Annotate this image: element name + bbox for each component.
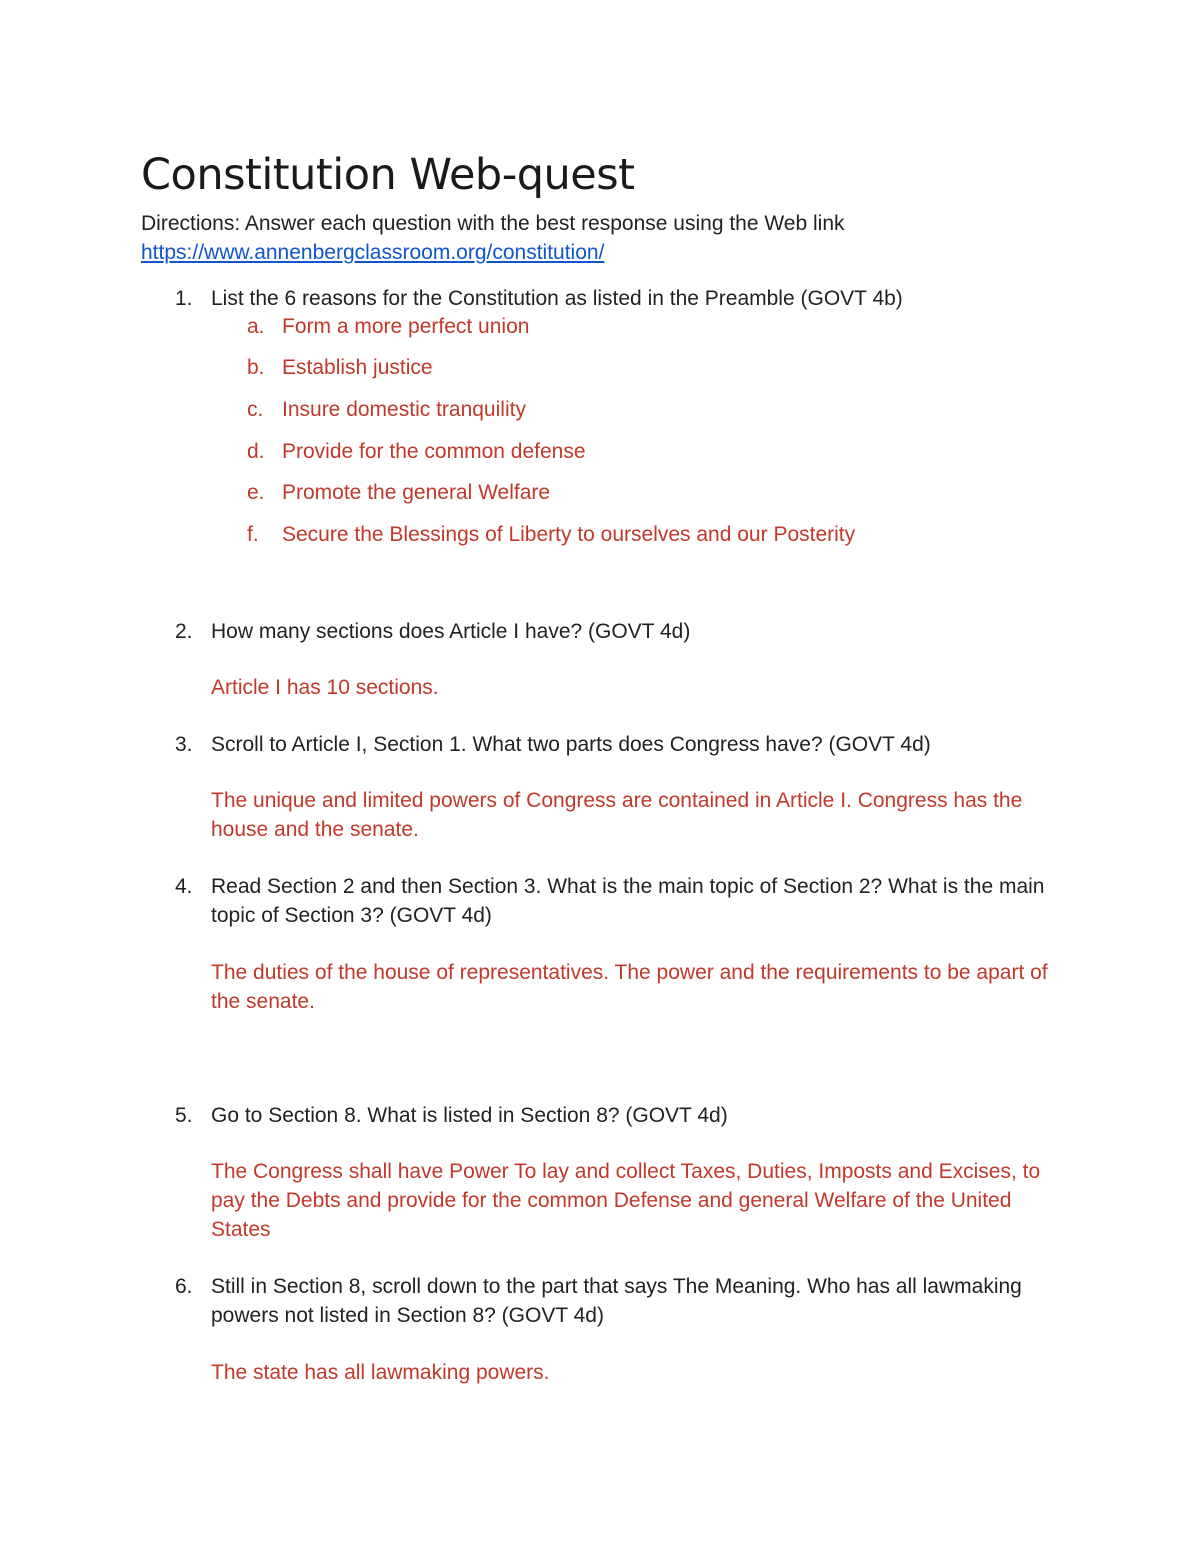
question-6-answer: The state has all lawmaking powers. <box>211 1361 550 1384</box>
directions-text: Directions: Answer each question with the best response using the Web link <box>141 212 845 235</box>
question-6-number: 6. <box>175 1275 193 1298</box>
question-6-text: Still in Section 8, scroll down to the part that says The Meaning. Who has all lawmaking powers not listed in Section 8? (GOVT 4d) <box>211 1275 1022 1327</box>
answer-1b-text: Establish justice <box>282 356 433 379</box>
question-5-answer: The Congress shall have Power To lay and collect Taxes, Duties, Imposts and Excises, to pay the Debts and provide for the common Defense and general Welfare of the United States <box>211 1160 1041 1241</box>
answer-1b-letter: b. <box>247 356 265 379</box>
question-3-answer: The unique and limited powers of Congress are contained in Article I. Congress has the house and the senate. <box>211 789 1023 841</box>
question-4-number: 4. <box>175 875 193 898</box>
question-5-number: 5. <box>175 1104 193 1127</box>
question-4-text: Read Section 2 and then Section 3. What is the main topic of Section 2? What is the main topic of Section 3? (GOVT 4d) <box>211 875 1045 927</box>
answer-1d-letter: d. <box>247 440 265 463</box>
question-4-answer: The duties of the house of representatives. The power and the requirements to be apart of the senate. <box>211 961 1048 1013</box>
question-2-answer: Article I has 10 sections. <box>211 676 439 699</box>
page-title: Constitution Web-quest <box>141 150 635 200</box>
question-5-text: Go to Section 8. What is listed in Section 8? (GOVT 4d) <box>211 1104 728 1127</box>
question-1-text: List the 6 reasons for the Constitution as listed in the Preamble (GOVT 4b) <box>211 287 903 310</box>
answer-1f-text: Secure the Blessings of Liberty to ourselves and our Posterity <box>282 523 856 546</box>
question-3-number: 3. <box>175 733 193 756</box>
answer-1c-letter: c. <box>247 398 264 421</box>
question-3-text: Scroll to Article I, Section 1. What two parts does Congress have? (GOVT 4d) <box>211 733 931 756</box>
answer-1f-letter: f. <box>247 523 259 546</box>
answer-1a-text: Form a more perfect union <box>282 315 530 338</box>
answer-1d-text: Provide for the common defense <box>282 440 586 463</box>
answer-1c-text: Insure domestic tranquility <box>282 398 526 421</box>
web-link[interactable]: https://www.annenbergclassroom.org/constitution/ <box>141 241 605 264</box>
answer-1a-letter: a. <box>247 315 265 338</box>
question-2-text: How many sections does Article I have? (GOVT 4d) <box>211 620 691 643</box>
answer-1e-text: Promote the general Welfare <box>282 481 551 504</box>
answer-1e-letter: e. <box>247 481 265 504</box>
question-1-number: 1. <box>175 287 193 310</box>
question-2-number: 2. <box>175 620 193 643</box>
